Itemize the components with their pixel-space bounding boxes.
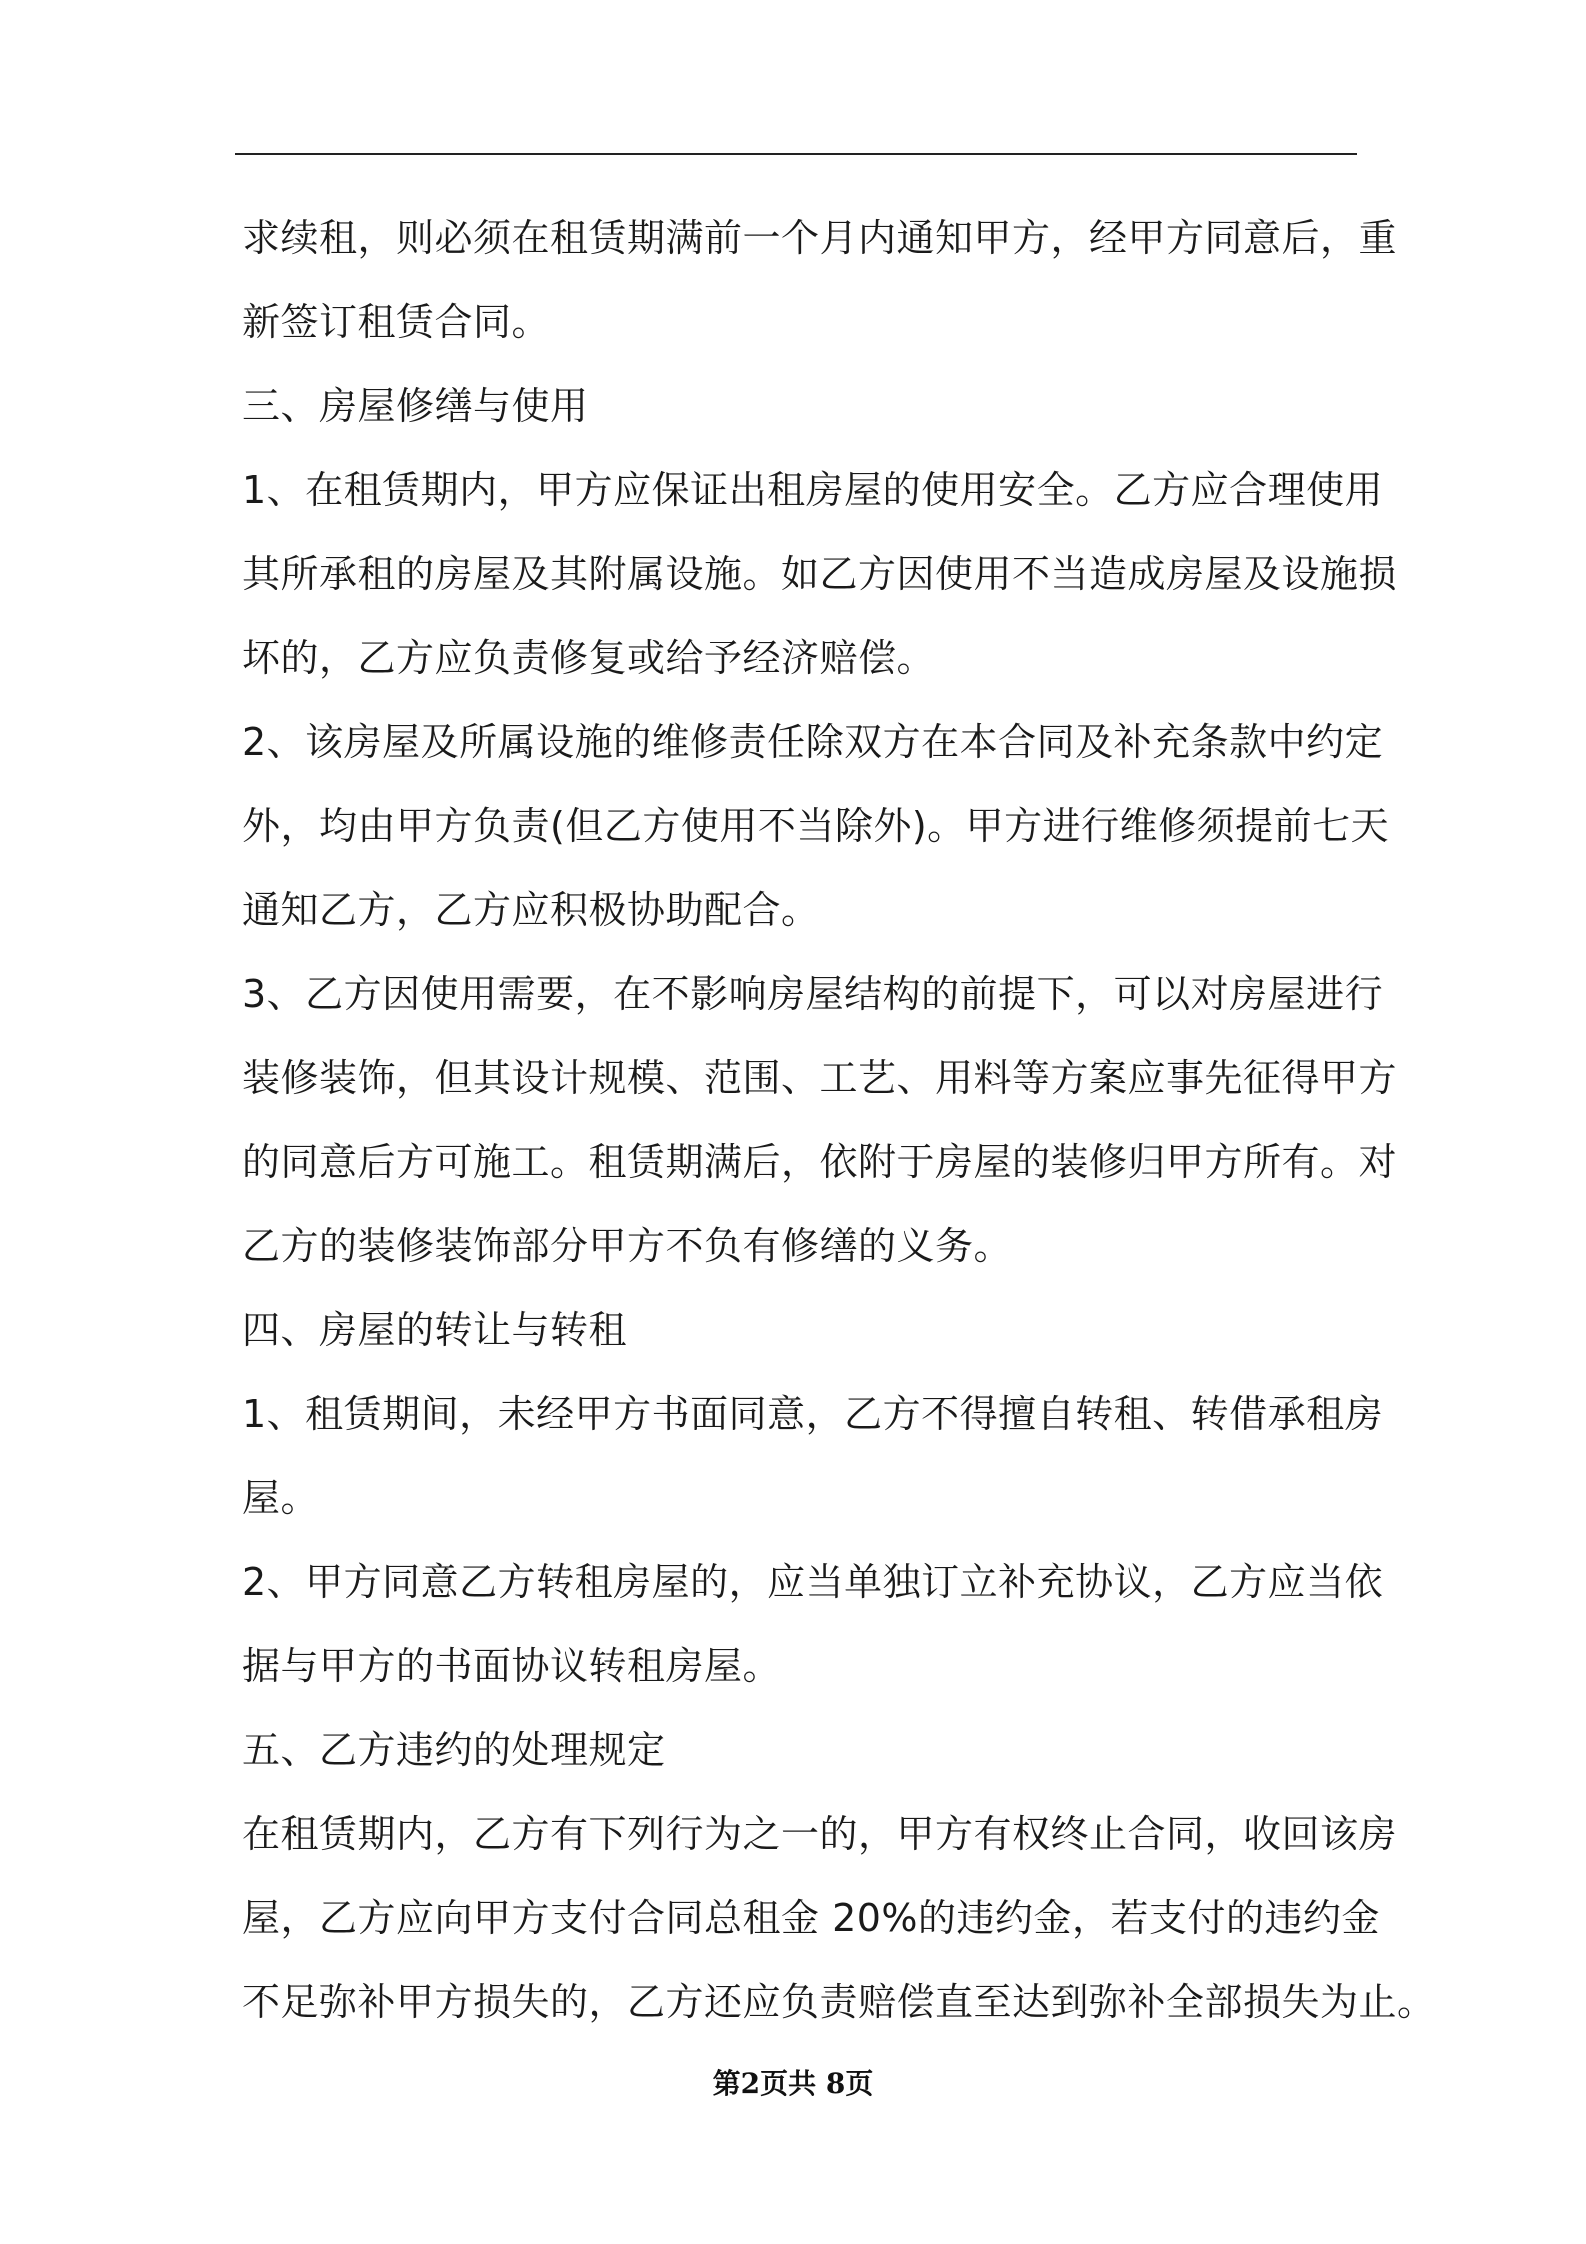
text-line: 外，均由甲方负责(但乙方使用不当除外)。甲方进行维修须提前七天 <box>242 804 1390 848</box>
text-line: 屋。 <box>242 1476 320 1520</box>
text-line: 不足弥补甲方损失的，乙方还应负责赔偿直至达到弥补全部损失为止。 <box>242 1980 1436 2024</box>
text-line: 屋，乙方应向甲方支付合同总租金 20%的违约金，若支付的违约金 <box>242 1896 1381 1940</box>
section-heading: 五、乙方违约的处理规定 <box>242 1728 666 1772</box>
document-body <box>242 196 1436 2044</box>
text-line: 装修装饰，但其设计规模、范围、工艺、用料等方案应事先征得甲方 <box>242 1056 1398 1100</box>
section-heading: 四、房屋的转让与转租 <box>242 1308 628 1352</box>
text-line: 乙方的装修装饰部分甲方不负有修缮的义务。 <box>242 1224 1013 1268</box>
section-heading: 三、房屋修缮与使用 <box>242 384 589 428</box>
text-line: 3、乙方因使用需要，在不影响房屋结构的前提下，可以对房屋进行 <box>242 972 1384 1016</box>
text-line: 2、甲方同意乙方转租房屋的，应当单独订立补充协议，乙方应当依 <box>242 1560 1384 1604</box>
header-rule <box>235 153 1357 155</box>
text-line: 的同意后方可施工。租赁期满后，依附于房屋的装修归甲方所有。对 <box>242 1140 1398 1184</box>
text-line: 2、该房屋及所属设施的维修责任除双方在本合同及补充条款中约定 <box>242 720 1384 764</box>
text-line: 求续租，则必须在租赁期满前一个月内通知甲方，经甲方同意后，重 <box>242 216 1398 260</box>
text-line: 通知乙方，乙方应积极协助配合。 <box>242 888 820 932</box>
text-line: 1、租赁期间，未经甲方书面同意，乙方不得擅自转租、转借承租房 <box>242 1392 1384 1436</box>
text-line: 坏的，乙方应负责修复或给予经济赔偿。 <box>242 636 936 680</box>
text-line: 据与甲方的书面协议转租房屋。 <box>242 1644 782 1688</box>
text-line: 在租赁期内，乙方有下列行为之一的，甲方有权终止合同，收回该房 <box>242 1812 1398 1856</box>
text-line: 1、在租赁期内，甲方应保证出租房屋的使用安全。乙方应合理使用 <box>242 468 1384 512</box>
text-line: 新签订租赁合同。 <box>242 300 551 344</box>
page-number: 第2页共 8页 <box>712 2067 874 2100</box>
text-line: 其所承租的房屋及其附属设施。如乙方因使用不当造成房屋及设施损 <box>242 552 1398 596</box>
